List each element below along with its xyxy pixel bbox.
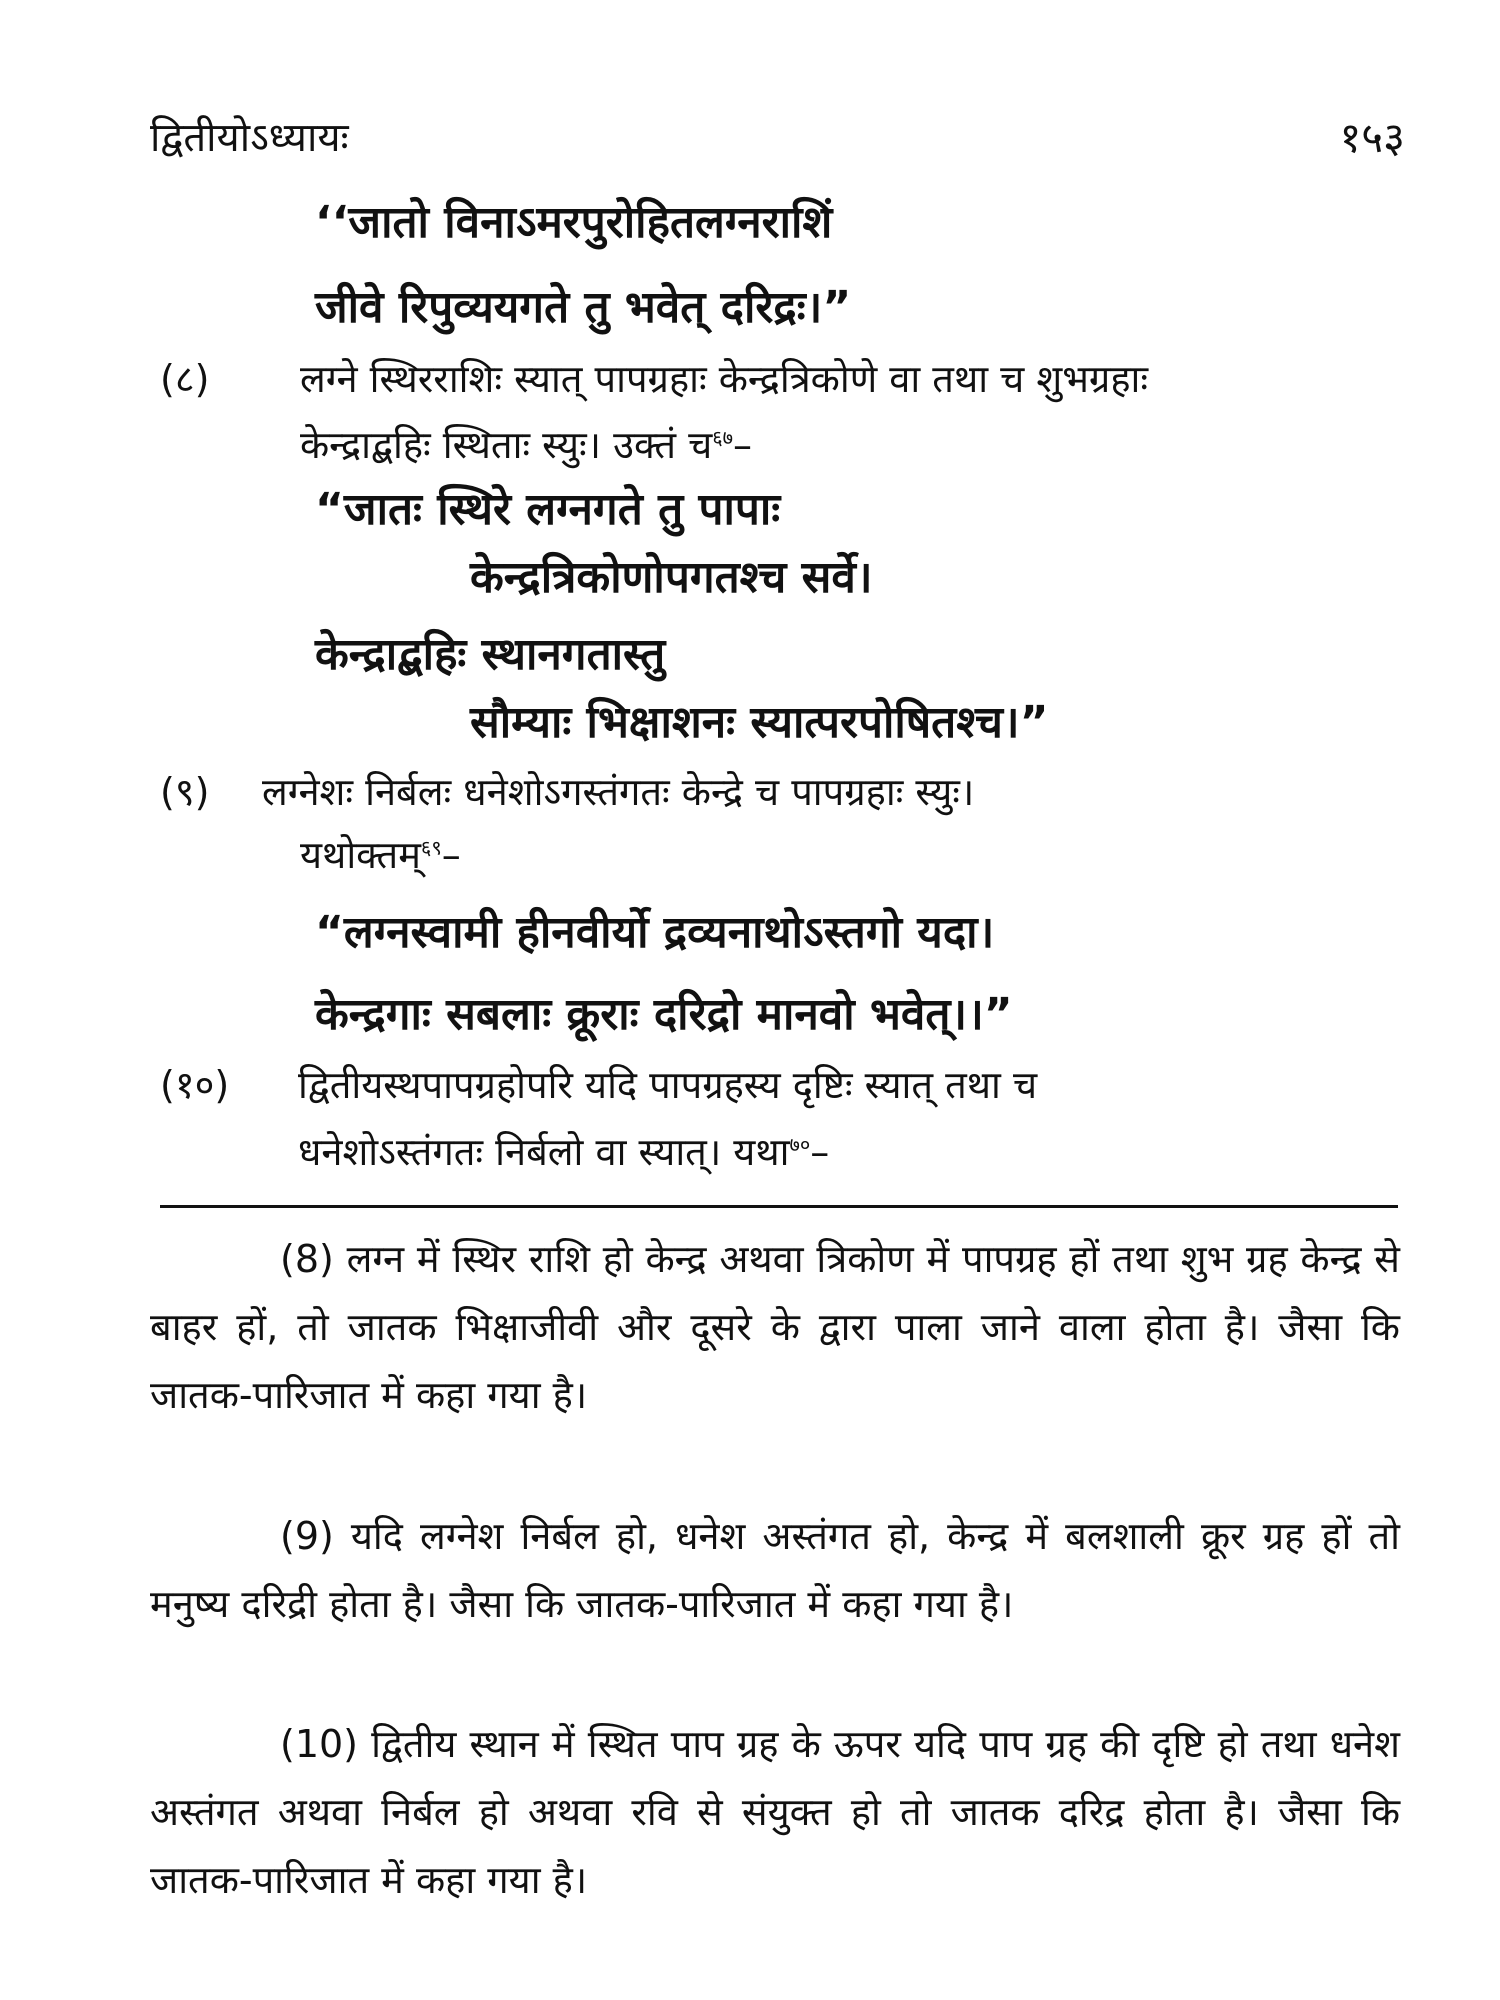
verse-a-line-2: जीवे रिपुव्ययगते तु भवेत् दरिद्रः।” <box>315 282 852 333</box>
item-9-line-2: यथोक्तम्$^{६९}$– <box>300 833 461 877</box>
item-10-line-1: द्वितीयस्थपापग्रहोपरि यदि पापग्रहस्य दृष्टिः स्यात् तथा च <box>298 1063 1038 1107</box>
item-8-verse-line-1: “जातः स्थिरे लग्नगते तु पापाः <box>315 484 781 535</box>
item-9-verse-line-2: केन्द्रगाः सबलाः क्रूराः दरिद्रो मानवो भवेत्।।” <box>315 989 1013 1040</box>
item-8-verse-line-2: केन्द्रत्रिकोणोपगतश्च सर्वे। <box>470 552 873 603</box>
footnote-ref-67: ६७ <box>712 425 734 450</box>
item-8-verse-line-3: केन्द्राद्बहिः स्थानगतास्तु <box>315 629 666 680</box>
page-number: १५३ <box>1339 113 1405 162</box>
verse-a-line-1: ‘‘जातो विनाऽमरपुरोहितलग्नराशिं <box>315 197 833 248</box>
item-9-line-1: लग्नेशः निर्बलः धनेशोऽगस्तंगतः केन्द्रे च पापग्रहाः स्युः। <box>262 770 975 814</box>
translation-paragraph-9: (9) यदि लग्नेश निर्बल हो, धनेश अस्तंगत हो, केन्द्र में बलशाली क्रूर ग्रह हों तो मनुष्य दरिद्री होता है। जैसा कि जातक-पारिजात में कहा गया है। <box>150 1514 1400 1626</box>
item-8-verse-line-4: सौम्याः भिक्षाशनः स्यात्परपोषितश्च।” <box>470 697 1049 748</box>
item-8-line-2: केन्द्राद्बहिः स्थिताः स्युः। उक्तं च$^{६७}$– <box>300 423 753 467</box>
item-10-number: (१०) <box>160 1063 230 1107</box>
footnote-ref-69: ६९ <box>420 835 442 860</box>
item-9-number: (९) <box>160 770 210 814</box>
translation-paragraph-8: (8) लग्न में स्थिर राशि हो केन्द्र अथवा त्रिकोण में पापग्रह हों तथा शुभ ग्रह केन्द्र से बाहर हों, तो जातक भिक्षाजीवी और दूसरे के द्वारा पाला जाने वाला होता है। जैसा कि जातक-पारिजात में कहा गया है। <box>150 1237 1400 1417</box>
translation-paragraph-10: (10) द्वितीय स्थान में स्थित पाप ग्रह के ऊपर यदि पाप ग्रह की दृष्टि हो तथा धनेश अस्तंगत अथवा निर्बल हो अथवा रवि से संयुक्त हो तो जातक दरिद्र होता है। जैसा कि जातक-पारिजात में कहा गया है। <box>150 1722 1400 1902</box>
item-9-verse-line-1: “लग्नस्वामी हीनवीर्यो द्रव्यनाथोऽस्तगो यदा। <box>315 907 995 958</box>
item-10-line-2: धनेशोऽस्तंगतः निर्बलो वा स्यात्। यथा$^{७०}$– <box>298 1130 830 1174</box>
section-divider <box>160 1205 1398 1208</box>
footnote-ref-70: ७० <box>789 1132 811 1157</box>
chapter-title: द्वितीयोऽध्यायः <box>150 115 349 161</box>
item-8-line-1: लग्ने स्थिरराशिः स्यात् पापग्रहाः केन्द्रत्रिकोणे वा तथा च शुभग्रहाः <box>300 357 1149 401</box>
item-8-number: (८) <box>160 357 210 401</box>
